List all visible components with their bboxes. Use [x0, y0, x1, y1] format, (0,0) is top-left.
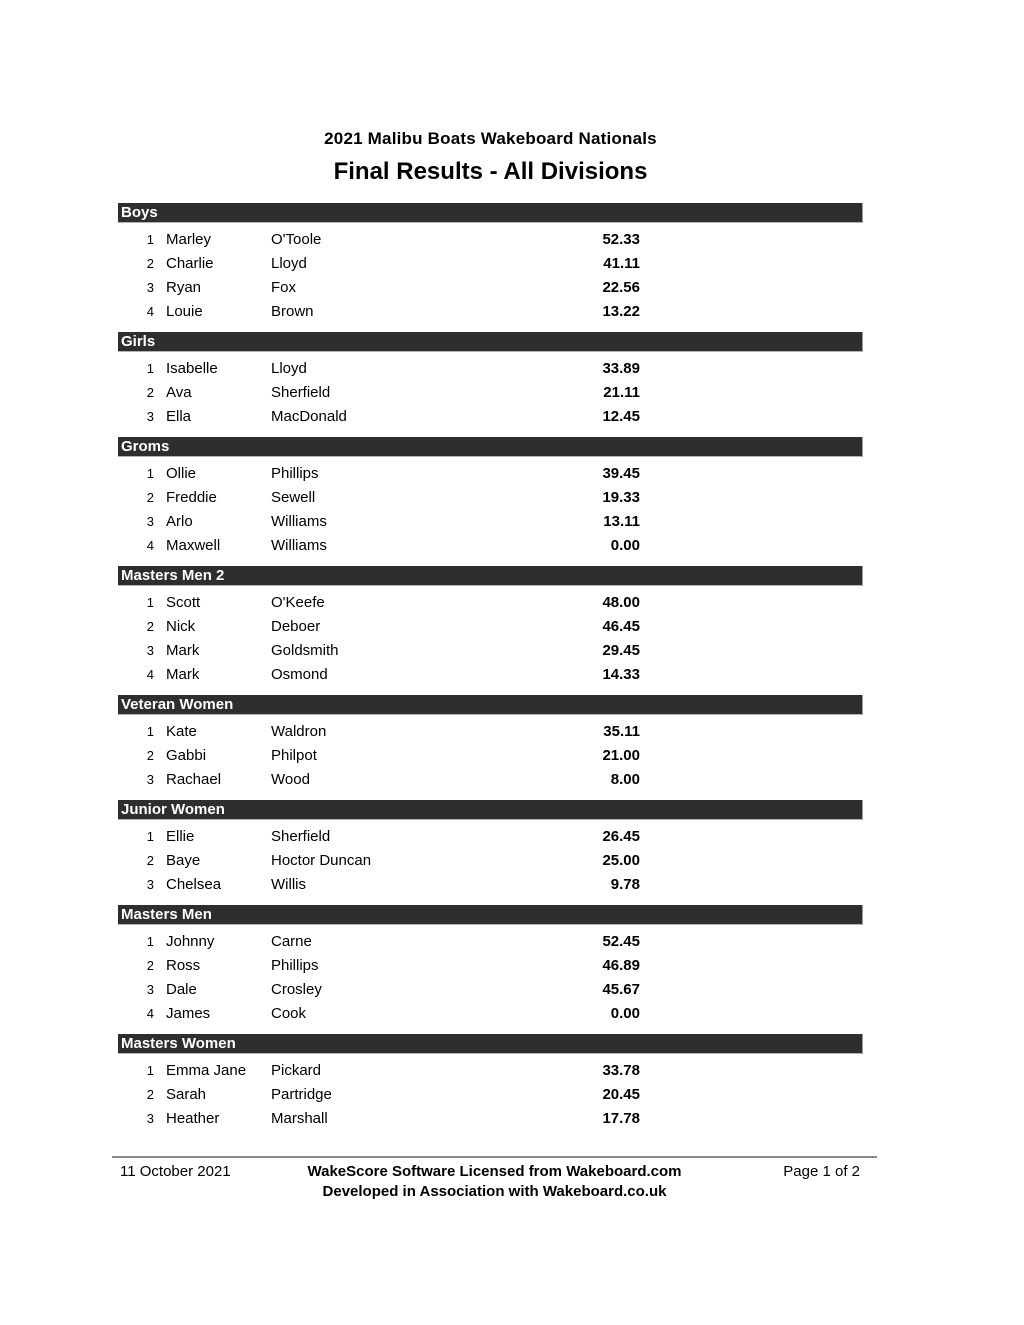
result-row: [118, 953, 863, 977]
division-rows: [118, 590, 863, 686]
result-row: [118, 380, 863, 404]
division-title: Junior Women: [121, 801, 225, 818]
result-first-name: Ross: [166, 956, 201, 974]
result-first-name: Nick: [166, 617, 196, 635]
result-last-name: Williams: [271, 512, 327, 530]
division-rows: [118, 227, 863, 323]
result-last-name: Partridge: [271, 1085, 332, 1103]
division-header-bar: [118, 695, 863, 715]
result-row: [118, 662, 863, 686]
result-rank: 1: [146, 231, 154, 247]
result-row: [118, 1082, 863, 1106]
division-section: [118, 437, 863, 557]
result-first-name: Ollie: [166, 464, 197, 482]
division-title: Masters Men 2: [121, 567, 225, 584]
result-row: [118, 1106, 863, 1130]
result-first-name: Baye: [166, 851, 201, 869]
result-row: [118, 977, 863, 1001]
result-row: [118, 638, 863, 662]
result-first-name: Scott: [166, 593, 201, 611]
result-row: [118, 824, 863, 848]
division-rows: [118, 356, 863, 428]
result-last-name: Cook: [271, 1004, 307, 1022]
result-row: [118, 404, 863, 428]
result-rank: 3: [146, 279, 154, 295]
result-score: 21.11: [603, 383, 640, 401]
result-row: [118, 767, 863, 791]
result-last-name: Waldron: [271, 722, 327, 740]
result-rank: 2: [146, 255, 154, 271]
division-section: [118, 905, 863, 1025]
result-first-name: Heather: [166, 1109, 220, 1127]
result-score: 13.11: [603, 512, 640, 530]
report-footer: [112, 1156, 877, 1202]
result-last-name: Willis: [271, 875, 306, 893]
result-score: 29.45: [602, 641, 640, 659]
result-first-name: Kate: [166, 722, 197, 740]
result-last-name: Wood: [271, 770, 310, 788]
result-first-name: Charlie: [166, 254, 214, 272]
result-row: [118, 461, 863, 485]
result-rank: 4: [146, 666, 154, 682]
footer-license-line: WakeScore Software Licensed from Wakeboard.com: [307, 1163, 682, 1180]
result-first-name: Gabbi: [166, 746, 207, 764]
result-score: 52.45: [602, 932, 640, 950]
result-first-name: Rachael: [166, 770, 222, 788]
result-rank: 3: [146, 981, 154, 997]
result-first-name: Freddie: [166, 488, 217, 506]
result-score: 33.78: [602, 1061, 640, 1079]
result-rank: 1: [146, 360, 154, 376]
result-rank: 1: [146, 465, 154, 481]
result-last-name: Brown: [271, 302, 314, 320]
result-last-name: O'Keefe: [271, 593, 325, 611]
result-score: 35.11: [603, 722, 640, 740]
result-last-name: Phillips: [271, 956, 319, 974]
result-score: 45.67: [602, 980, 640, 998]
division-header-bar: [118, 1034, 863, 1054]
result-first-name: Ava: [166, 383, 192, 401]
division-header-bar: [118, 905, 863, 925]
division-rows: [118, 461, 863, 557]
result-row: [118, 251, 863, 275]
result-last-name: Fox: [271, 278, 297, 296]
division-header-bar: [118, 203, 863, 223]
result-first-name: Dale: [166, 980, 197, 998]
result-last-name: Marshall: [271, 1109, 328, 1127]
result-last-name: O'Toole: [271, 230, 322, 248]
result-last-name: Deboer: [271, 617, 321, 635]
division-section: [118, 566, 863, 686]
result-first-name: Chelsea: [166, 875, 222, 893]
result-first-name: Ella: [166, 407, 192, 425]
result-rank: 3: [146, 1110, 154, 1126]
result-row: [118, 275, 863, 299]
result-first-name: James: [166, 1004, 211, 1022]
division-title: Masters Men: [121, 906, 212, 923]
result-score: 21.00: [602, 746, 640, 764]
result-score: 19.33: [602, 488, 640, 506]
division-header-bar: [118, 800, 863, 820]
result-score: 48.00: [602, 593, 640, 611]
result-rank: 3: [146, 876, 154, 892]
result-last-name: Sherfield: [271, 383, 331, 401]
result-last-name: Crosley: [271, 980, 322, 998]
result-rank: 3: [146, 642, 154, 658]
result-score: 46.89: [602, 956, 640, 974]
result-row: [118, 1058, 863, 1082]
result-first-name: Marley: [166, 230, 212, 248]
result-score: 25.00: [602, 851, 640, 869]
result-first-name: Maxwell: [166, 536, 221, 554]
result-score: 17.78: [602, 1109, 640, 1127]
result-last-name: Phillips: [271, 464, 319, 482]
result-row: [118, 485, 863, 509]
result-score: 0.00: [610, 1004, 640, 1022]
division-title: Groms: [121, 438, 170, 455]
result-rank: 2: [146, 489, 154, 505]
result-last-name: Hoctor Duncan: [271, 851, 372, 869]
result-score: 26.45: [602, 827, 640, 845]
result-rank: 1: [146, 723, 154, 739]
result-first-name: Sarah: [166, 1085, 207, 1103]
result-row: [118, 848, 863, 872]
result-rank: 2: [146, 384, 154, 400]
result-first-name: Johnny: [166, 932, 215, 950]
division-header-bar: [118, 437, 863, 457]
result-score: 0.00: [610, 536, 640, 554]
result-score: 33.89: [602, 359, 640, 377]
result-row: [118, 299, 863, 323]
result-row: [118, 533, 863, 557]
result-rank: 1: [146, 828, 154, 844]
division-rows: [118, 824, 863, 896]
division-section: [118, 332, 863, 428]
result-rank: 2: [146, 747, 154, 763]
result-last-name: Osmond: [271, 665, 328, 683]
result-score: 13.22: [602, 302, 640, 320]
result-row: [118, 743, 863, 767]
result-last-name: Pickard: [271, 1061, 322, 1079]
result-first-name: Ellie: [166, 827, 195, 845]
division-title: Veteran Women: [121, 696, 234, 713]
division-section: [118, 203, 863, 323]
result-score: 41.11: [603, 254, 640, 272]
result-row: [118, 509, 863, 533]
division-section: [118, 695, 863, 791]
result-rank: 4: [146, 537, 154, 553]
result-last-name: Carne: [271, 932, 312, 950]
division-title: Masters Women: [121, 1035, 236, 1052]
footer-page-number: Page 1 of 2: [783, 1163, 860, 1180]
division-rows: [118, 929, 863, 1025]
result-last-name: Philpot: [271, 746, 317, 764]
result-last-name: Sherfield: [271, 827, 331, 845]
result-first-name: Arlo: [166, 512, 193, 530]
result-score: 8.00: [610, 770, 640, 788]
result-score: 12.45: [602, 407, 640, 425]
result-rank: 2: [146, 618, 154, 634]
result-rank: 2: [146, 852, 154, 868]
division-section: [118, 1034, 863, 1130]
result-last-name: MacDonald: [271, 407, 347, 425]
result-rank: 2: [146, 957, 154, 973]
result-last-name: Williams: [271, 536, 327, 554]
footer-developed-line: Developed in Association with Wakeboard.co.uk: [322, 1183, 667, 1200]
page-subtitle: Final Results - All Divisions: [333, 158, 648, 185]
footer-content: [112, 1162, 877, 1202]
result-row: [118, 1001, 863, 1025]
result-score: 9.78: [610, 875, 640, 893]
result-first-name: Louie: [166, 302, 203, 320]
result-score: 22.56: [602, 278, 640, 296]
result-row: [118, 719, 863, 743]
result-first-name: Mark: [166, 641, 200, 659]
division-rows: [118, 1058, 863, 1130]
result-last-name: Lloyd: [271, 359, 307, 377]
result-first-name: Isabelle: [166, 359, 218, 377]
division-rows: [118, 719, 863, 791]
footer-divider: [112, 1156, 877, 1158]
footer-date: 11 October 2021: [120, 1163, 231, 1180]
result-rank: 2: [146, 1086, 154, 1102]
result-rank: 4: [146, 303, 154, 319]
result-row: [118, 356, 863, 380]
report-header: [118, 0, 863, 186]
divisions-list: [118, 203, 863, 1130]
division-header-bar: [118, 332, 863, 352]
result-last-name: Goldsmith: [271, 641, 339, 659]
division-title: Girls: [121, 333, 156, 350]
result-first-name: Mark: [166, 665, 200, 683]
result-rank: 3: [146, 771, 154, 787]
result-score: 46.45: [602, 617, 640, 635]
result-last-name: Lloyd: [271, 254, 307, 272]
result-rank: 4: [146, 1005, 154, 1021]
footer-center-text: [287, 1162, 702, 1202]
result-score: 39.45: [602, 464, 640, 482]
result-score: 14.33: [602, 665, 640, 683]
result-row: [118, 227, 863, 251]
result-score: 52.33: [602, 230, 640, 248]
page-title: 2021 Malibu Boats Wakeboard Nationals: [324, 129, 657, 148]
result-first-name: Ryan: [166, 278, 202, 296]
result-row: [118, 590, 863, 614]
result-first-name: Emma Jane: [166, 1061, 247, 1079]
result-rank: 1: [146, 1062, 154, 1078]
division-section: [118, 800, 863, 896]
result-score: 20.45: [602, 1085, 640, 1103]
result-row: [118, 929, 863, 953]
result-rank: 1: [146, 594, 154, 610]
result-rank: 3: [146, 408, 154, 424]
result-last-name: Sewell: [271, 488, 316, 506]
result-row: [118, 614, 863, 638]
result-rank: 3: [146, 513, 154, 529]
result-rank: 1: [146, 933, 154, 949]
result-row: [118, 872, 863, 896]
division-header-bar: [118, 566, 863, 586]
division-title: Boys: [121, 204, 158, 221]
